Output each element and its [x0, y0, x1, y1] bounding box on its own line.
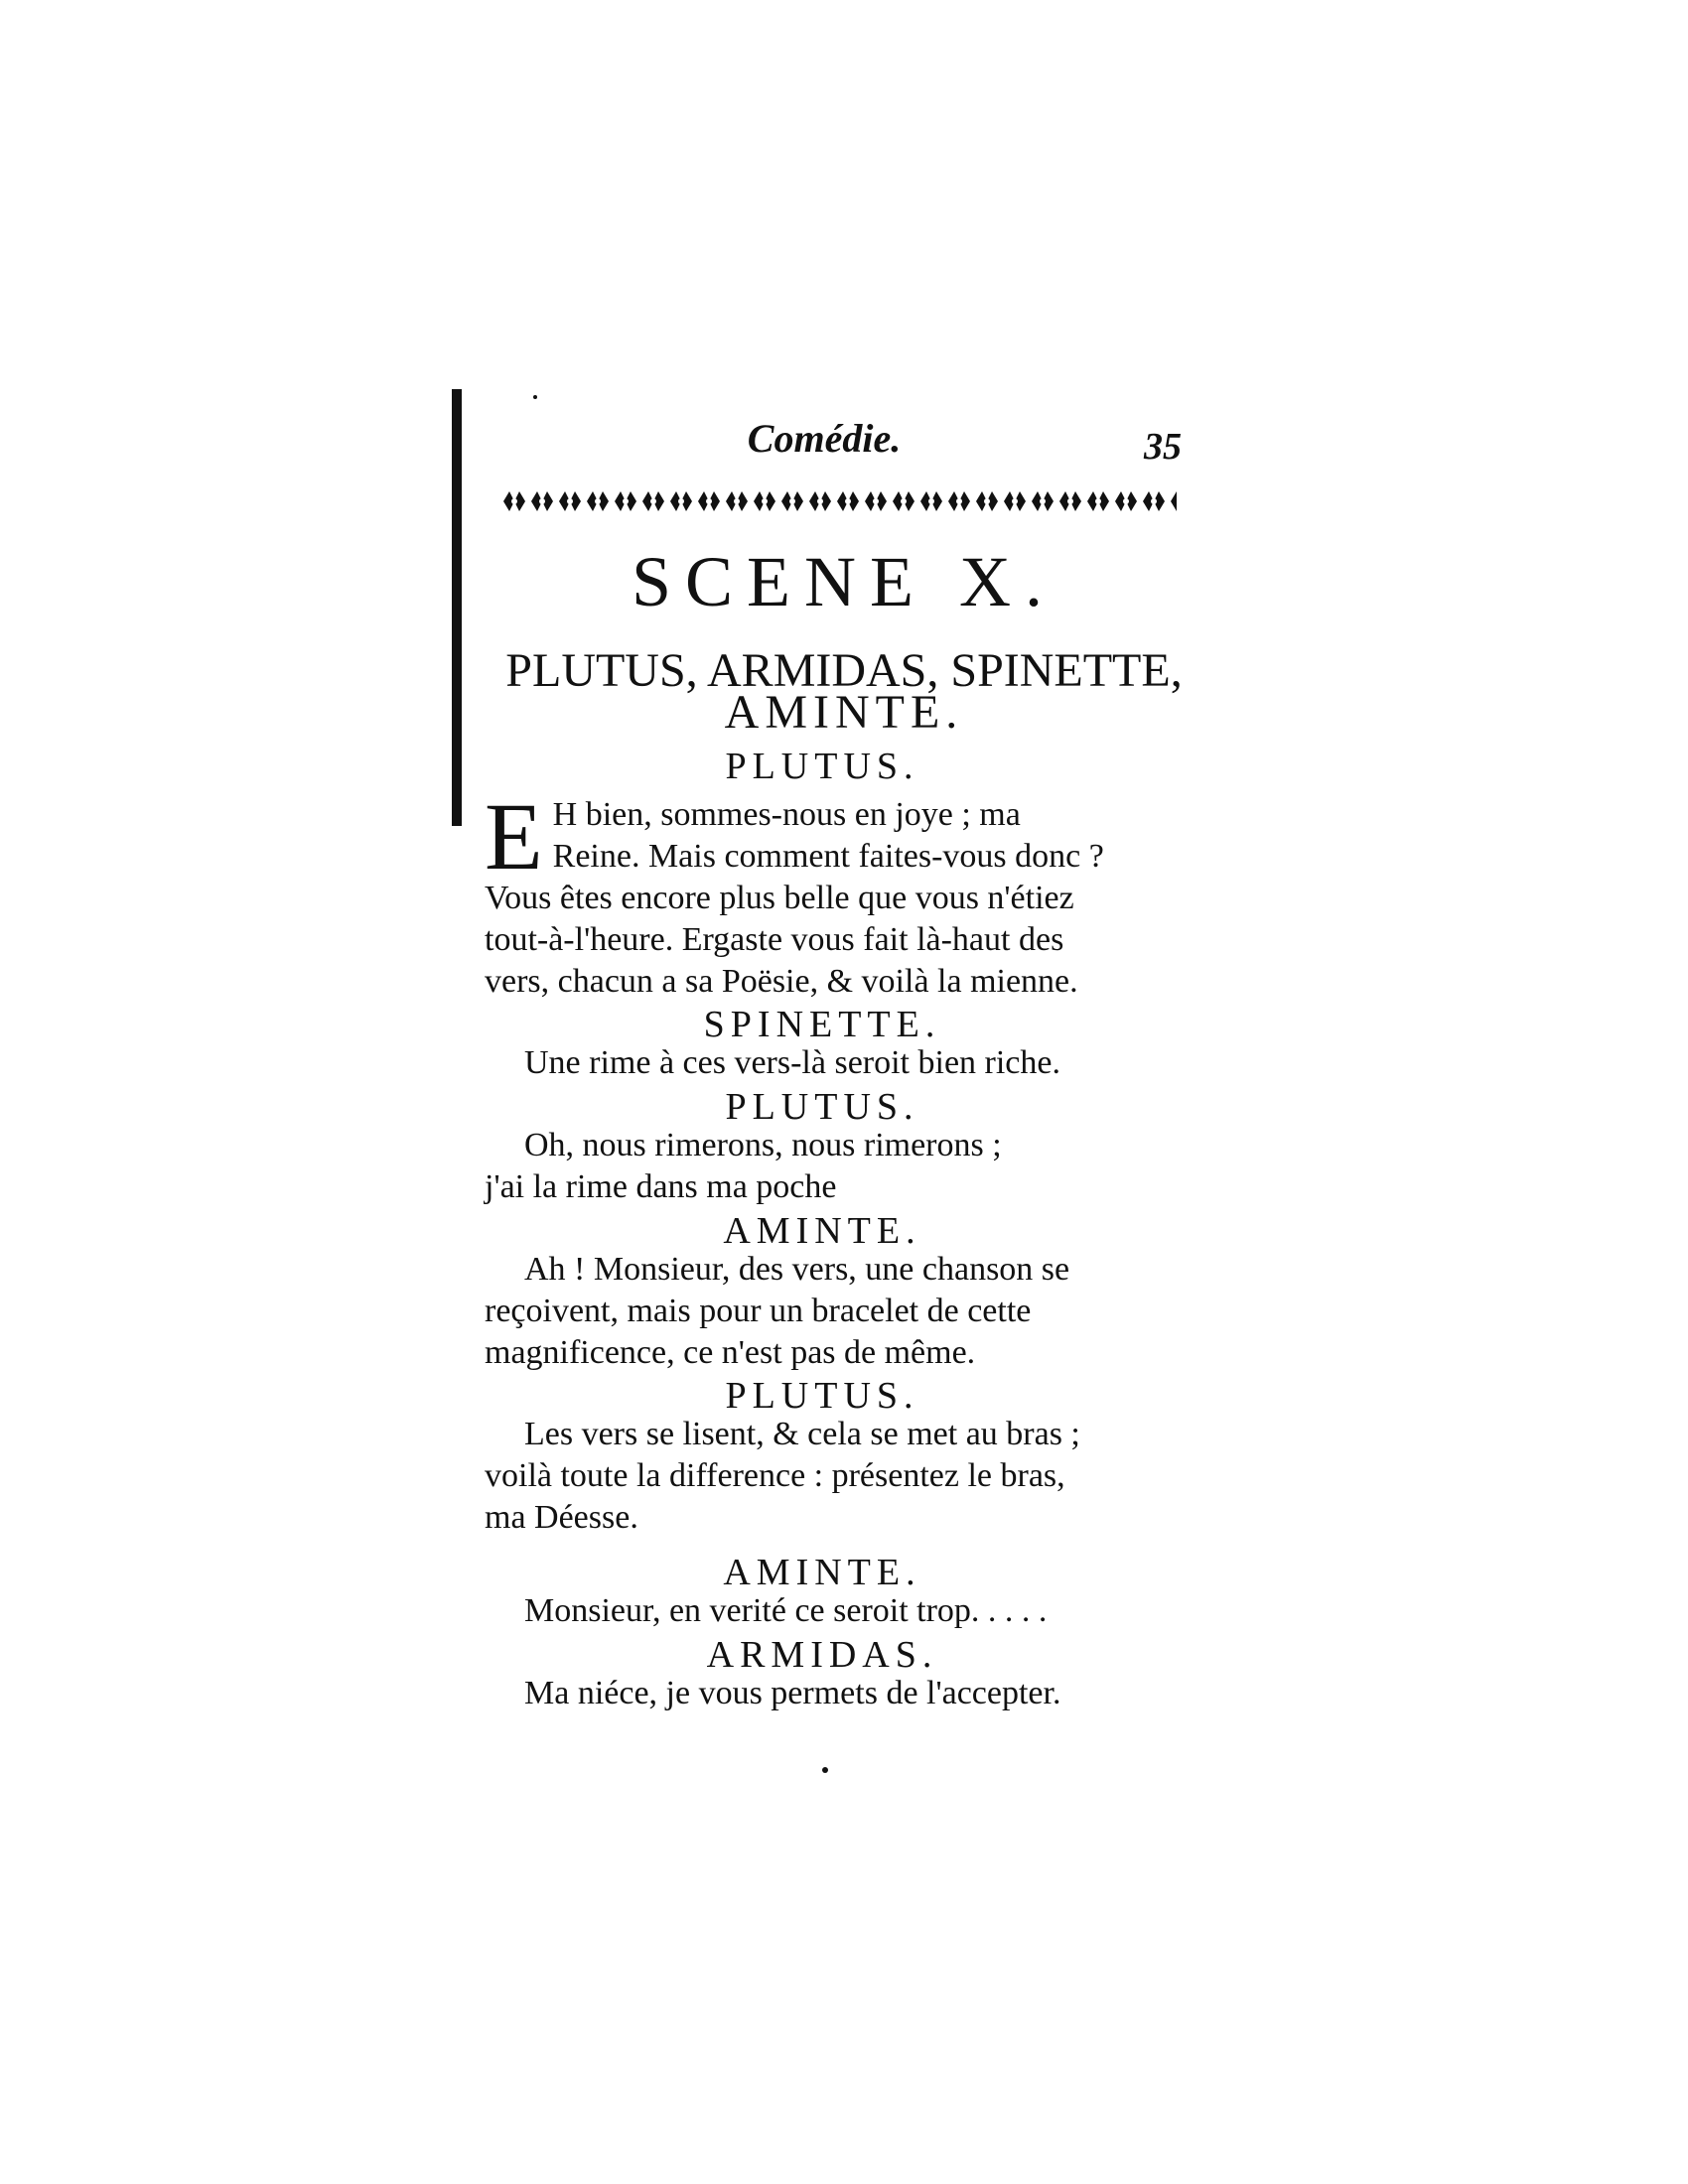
ornament-motif: [835, 487, 861, 515]
speaker-name: PLUTUS.: [725, 746, 919, 787]
text-line: Vous êtes encore plus belle que vous n'étiez: [485, 880, 1074, 916]
ornament-motif: [585, 487, 611, 515]
speaker-name: AMINTE.: [723, 1210, 921, 1252]
ornament-motif: [918, 487, 944, 515]
ink-dot: [822, 1767, 828, 1773]
speaker-name: PLUTUS.: [725, 1086, 919, 1128]
speech-text: [485, 1042, 1160, 1084]
drop-cap-initial: E: [485, 783, 543, 889]
ornament-motif: [1085, 487, 1111, 515]
text-line: Oh, nous rimerons, nous rimerons ;: [524, 1127, 1002, 1163]
text-line: H bien, sommes-nous en joye ; ma: [552, 796, 1021, 833]
ink-speck: [533, 395, 537, 399]
running-title: Comédie.: [747, 416, 902, 461]
ornament-motif: [1002, 487, 1028, 515]
ornament-motif: [779, 487, 805, 515]
ornament-motif: [724, 487, 750, 515]
speech-text: [485, 1249, 1160, 1374]
ornament-motif: [1030, 487, 1055, 515]
speech-text: [485, 1673, 1160, 1714]
ornament-motif: [501, 487, 527, 515]
speech-text: [485, 1414, 1160, 1539]
speech-text: [485, 1590, 1160, 1632]
text-line: Monsieur, en verité ce seroit trop. . . . .: [524, 1592, 1048, 1629]
text-line: voilà toute la difference : présentez le bras,: [485, 1457, 1065, 1494]
text-line: Ma niéce, je vous permets de l'accepter.: [524, 1675, 1061, 1711]
ornament-motif: [1113, 487, 1139, 515]
ornament-motif: [613, 487, 638, 515]
ornament-motif: [1141, 487, 1167, 515]
text-line: Les vers se lisent, & cela se met au bras ;: [524, 1416, 1080, 1452]
text-line: j'ai la rime dans ma poche: [485, 1168, 837, 1205]
text-line: vers, chacun a sa Poësie, & voilà la mienne.: [485, 963, 1078, 1000]
ornament-motif: [1169, 487, 1177, 515]
speaker-name: SPINETTE.: [703, 1004, 941, 1045]
speech-text: [485, 1125, 1160, 1208]
text-line: ma Déesse.: [485, 1499, 638, 1536]
ornament-motif: [557, 487, 583, 515]
text-line: reçoivent, mais pour un bracelet de cette: [485, 1293, 1032, 1329]
cast-list-line-1: PLUTUS, ARMIDAS, SPINETTE,: [505, 644, 1183, 697]
ornament-motif: [668, 487, 694, 515]
text-line: magnificence, ce n'est pas de même.: [485, 1334, 976, 1371]
speaker-name: ARMIDAS.: [706, 1634, 938, 1676]
cast-list-line-2: AMINTE.: [724, 686, 964, 739]
page-number: 35: [1144, 426, 1182, 468]
ornament-motif: [807, 487, 833, 515]
binding-margin-bar: [452, 389, 462, 826]
speaker-name: AMINTE.: [723, 1552, 921, 1593]
ornament-motif: [752, 487, 777, 515]
ornament-motif: [946, 487, 972, 515]
scene-title: SCENE X.: [631, 542, 1057, 621]
ornament-motif: [974, 487, 1000, 515]
ornament-motif: [891, 487, 916, 515]
text-line: tout-à-l'heure. Ergaste vous fait là-haut des: [485, 921, 1064, 958]
text-line: Une rime à ces vers-là seroit bien riche.: [524, 1044, 1060, 1081]
ornament-motif: [1057, 487, 1083, 515]
printers-ornament-band: [501, 484, 1177, 518]
ornament-motif: [696, 487, 722, 515]
ornament-motif: [529, 487, 555, 515]
ornament-motif: [863, 487, 889, 515]
text-line: Ah ! Monsieur, des vers, une chanson se: [524, 1251, 1070, 1288]
speaker-name: PLUTUS.: [725, 1375, 919, 1417]
ornament-motif: [640, 487, 666, 515]
text-line: Reine. Mais comment faites-vous donc ?: [552, 838, 1104, 875]
speech-text: [485, 783, 1160, 1003]
